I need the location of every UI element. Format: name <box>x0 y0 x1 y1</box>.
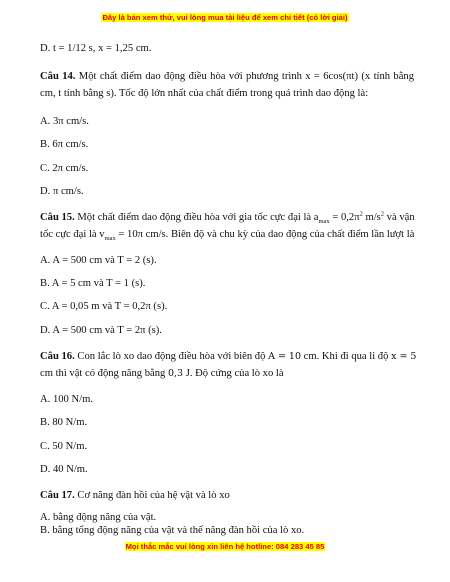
question-16-line-2: cm thì vật có động năng bằng 0,3 J. Độ cứng của lò xo là <box>40 368 284 379</box>
question-17-option-b: B. bằng tổng động năng của vật và thế năng đàn hồi của lò xo. <box>40 525 305 536</box>
question-16-option-a: A. 100 N/m. <box>40 394 93 405</box>
preview-notice-banner <box>0 13 450 23</box>
displacement-formula: x = 5 <box>391 351 417 362</box>
question-17-option-a: A. bằng động năng của vật. <box>40 512 157 523</box>
energy-value: 0,3 <box>167 368 184 379</box>
question-16-label: Câu 16. <box>40 351 75 362</box>
amplitude-formula: A = 10 <box>268 351 302 362</box>
question-15-label: Câu 15. <box>40 212 75 223</box>
question-15-option-a: A. A = 500 cm và T = 2 (s). <box>40 255 157 266</box>
question-14-text-2: cm, t tính bằng s). Tốc độ lớn nhất của chất điểm trong quá trình dao động là: <box>40 88 369 99</box>
question-16-option-b: B. 80 N/m. <box>40 417 88 428</box>
question-15-option-b: B. A = 5 cm và T = 1 (s). <box>40 278 146 289</box>
preview-notice-text: Đây là bản xem thử, vui lòng mua tài liệu để xem chi tiết (có lời giải) <box>102 13 348 22</box>
question-16-option-c: C. 50 N/m. <box>40 441 88 452</box>
question-15-line-1: Câu 15. Một chất điểm dao động điều hòa với gia tốc cực đại là $a_{max} = 0,2\pi^2$ $m/s^2$ và vận <box>40 210 415 226</box>
question-14-option-d: D. π cm/s. <box>40 186 84 197</box>
hotline-notice-banner <box>0 542 450 552</box>
question-17-label: Câu 17. <box>40 490 75 501</box>
question-16-option-d: D. 40 N/m. <box>40 464 88 475</box>
question-14-label: Câu 14. <box>40 71 76 82</box>
question-15-option-c: C. A = 0,05 m và T = 0,2π (s). <box>40 301 168 312</box>
question-15-option-d: D. A = 500 cm và T = 2π (s). <box>40 325 162 336</box>
question-16-line-1: Câu 16. Con lắc lò xo dao động điều hòa với biên độ A = 10 cm. Khi đi qua li độ x = 5 <box>40 351 417 362</box>
question-15-line-2: tốc cực đại là $v_{max} = 10\pi$ cm/s. Biên độ và chu kỳ của dao động của chất điểm lần lượt là <box>40 229 415 243</box>
question-14-option-a: A. 3π cm/s. <box>40 116 89 127</box>
question-17-line-1: Câu 17. Cơ năng đàn hồi của hệ vật và lò xo <box>40 490 230 501</box>
question-14-option-b: B. 6π cm/s. <box>40 139 89 150</box>
question-14-option-c: C. 2π cm/s. <box>40 163 89 174</box>
question-14-line-1 <box>40 70 414 84</box>
question-14-text-1: Một chất điểm dao động điều hòa với phương trình x = 6cos(πt) (x tính bằng <box>75 71 415 82</box>
hotline-notice-text: Mọi thắc mắc vui lòng xin liên hệ hotline: 084 283 45 85 <box>125 542 325 551</box>
prev-answer-d: D. t = 1/12 s, x = 1,25 cm. <box>40 43 152 54</box>
